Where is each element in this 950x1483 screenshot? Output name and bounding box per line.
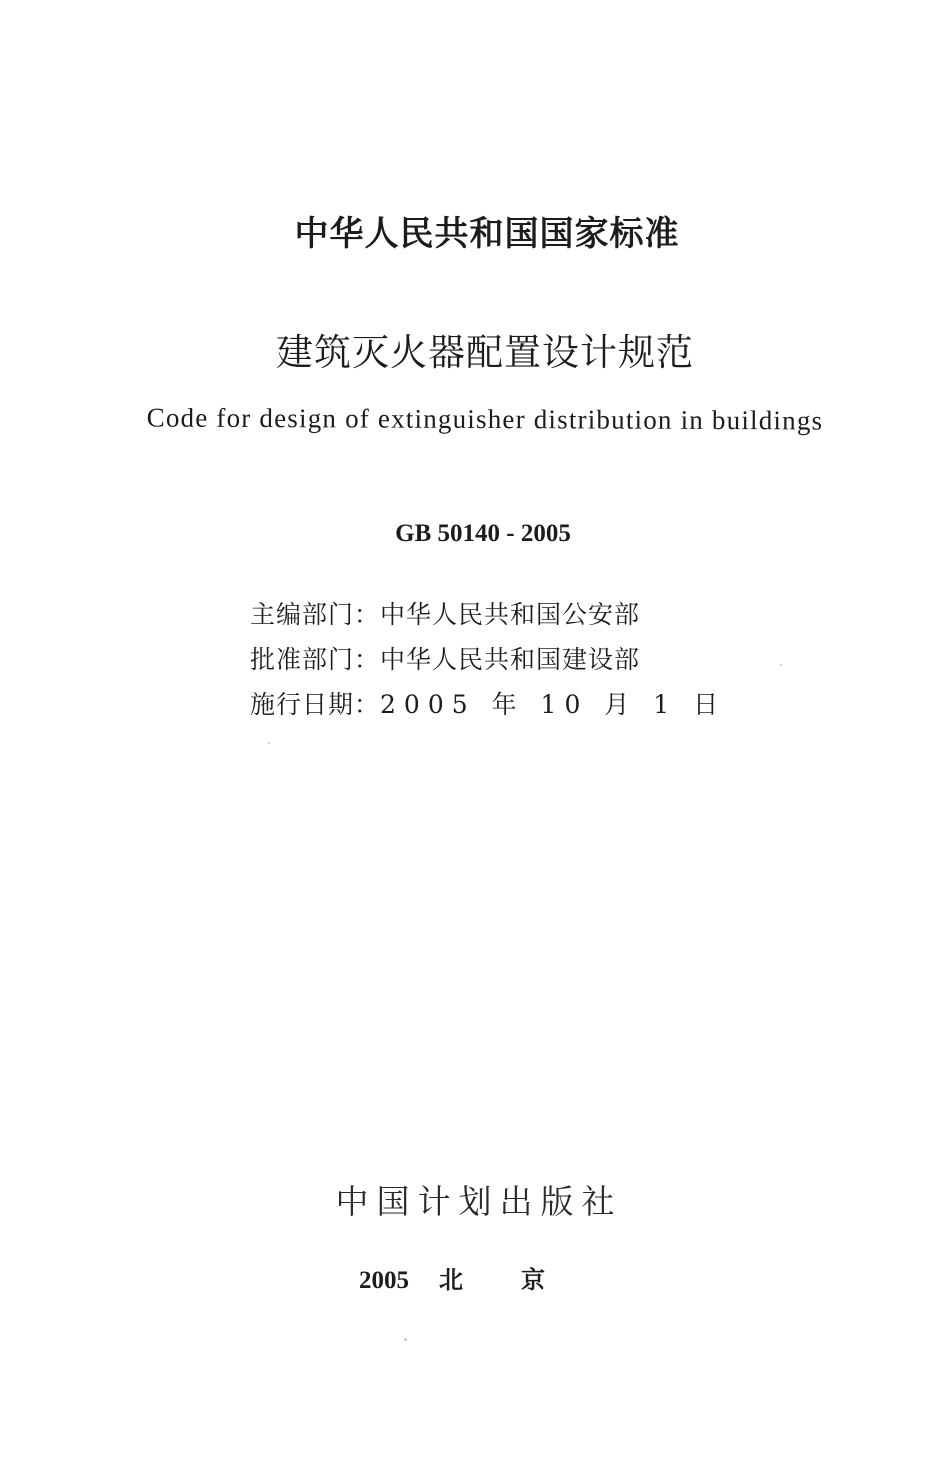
publication-place-year [0, 1260, 950, 1295]
document-title-chinese: 建筑灭火器配置设计规范 [276, 331, 694, 374]
info-value: 中华人民共和国建设部 [380, 645, 641, 674]
info-label: 施行日期： [250, 690, 381, 719]
info-value: 2005 年 10 月 1 日 [380, 690, 727, 719]
scan-speck [780, 664, 782, 666]
standard-code-number: GB 50140 - 2005 [395, 520, 571, 547]
scan-speck [404, 1338, 407, 1341]
info-row-approver [250, 637, 726, 682]
national-standard-heading: 中华人民共和国国家标准 [294, 214, 680, 254]
publisher-name: 中国计划出版社 [335, 1182, 623, 1221]
info-label: 主编部门： [250, 600, 381, 629]
info-block [250, 592, 726, 727]
info-value: 中华人民共和国公安部 [380, 600, 641, 629]
info-label: 批准部门： [250, 645, 381, 674]
document-title-english: Code for design of extinguisher distribution in buildings [146, 402, 824, 436]
publication-city: 北京 [439, 1266, 603, 1294]
publication-year: 2005 [359, 1267, 409, 1294]
scan-speck [268, 742, 270, 744]
info-row-chief-editor [250, 592, 726, 637]
info-row-effective-date [250, 682, 726, 727]
